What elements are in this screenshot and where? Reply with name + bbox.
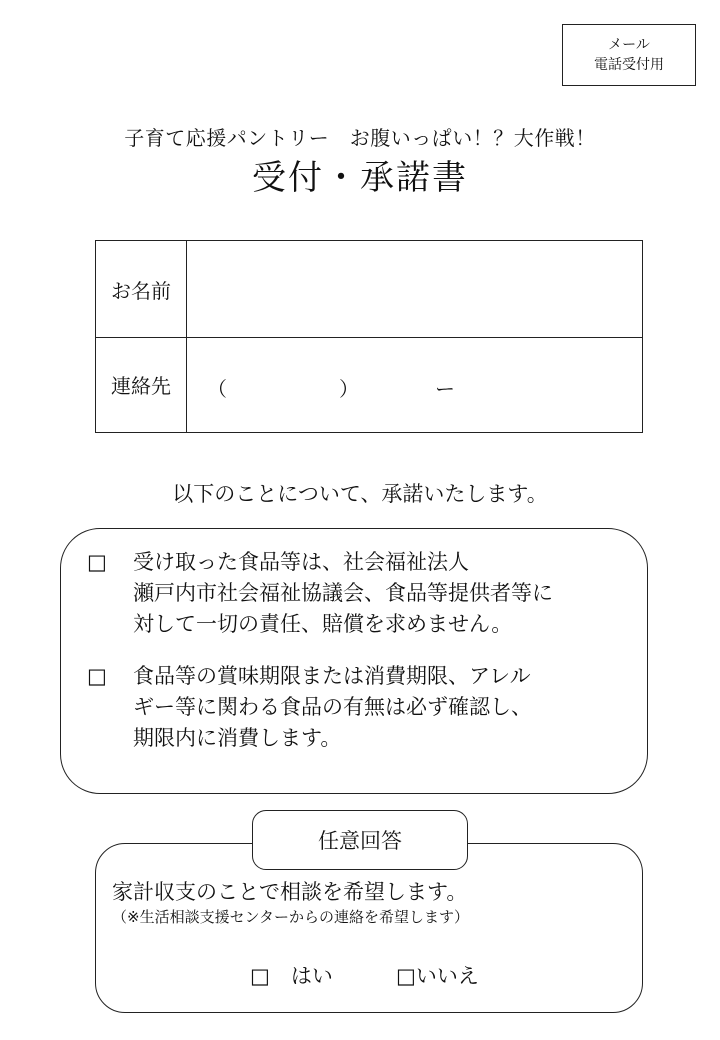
consent-item-line: 食品等の賞味期限または消費期限、アレル [133, 664, 531, 688]
reception-type-tag [562, 24, 696, 86]
area-code-open-paren: （ [207, 377, 227, 401]
tag-line-mail: メール [608, 37, 650, 53]
contact-field[interactable] [187, 337, 642, 432]
name-row [96, 241, 642, 338]
consent-item-line: 対して一切の責任、賠償を求めません。 [133, 612, 513, 636]
contact-label: 連絡先 [96, 337, 187, 432]
consent-item-line: ギー等に関わる食品の有無は必ず確認し、 [133, 695, 532, 719]
consent-item-line: 受け取った食品等は、社会福祉法人 [133, 550, 469, 574]
page-subtitle: 子育て応援パントリー お腹いっぱい！？大作戦！ [124, 126, 596, 150]
consultation-question: 家計収支のことで相談を希望します。 [112, 880, 468, 904]
checkbox-icon[interactable]: □ [87, 550, 107, 574]
yes-checkbox[interactable]: □ はい [250, 964, 333, 988]
consent-item-text [133, 547, 633, 640]
consent-item-text [133, 661, 633, 754]
no-checkbox[interactable]: □いいえ [396, 964, 479, 988]
applicant-form-table [95, 240, 643, 433]
checkbox-icon[interactable]: □ [87, 664, 107, 688]
tag-line-phone: 電話受付用 [594, 57, 664, 73]
name-field[interactable] [187, 241, 642, 337]
page-title: 受付・承諾書 [252, 158, 468, 198]
consent-item-line: 期限内に消費します。 [133, 726, 342, 750]
name-label: お名前 [96, 241, 187, 337]
consent-item-line: 瀬戸内市社会福祉協議会、食品等提供者等に [133, 581, 553, 605]
consent-items-box [60, 528, 648, 794]
phone-dash: ー [435, 377, 455, 401]
contact-row [96, 337, 642, 432]
consultation-note: （※生活相談支援センターからの連絡を希望します） [112, 908, 469, 926]
consent-statement: 以下のことについて、承諾いたします。 [172, 482, 548, 506]
optional-answer-tab: 任意回答 [252, 810, 468, 870]
area-code-close-paren: ） [339, 377, 359, 401]
